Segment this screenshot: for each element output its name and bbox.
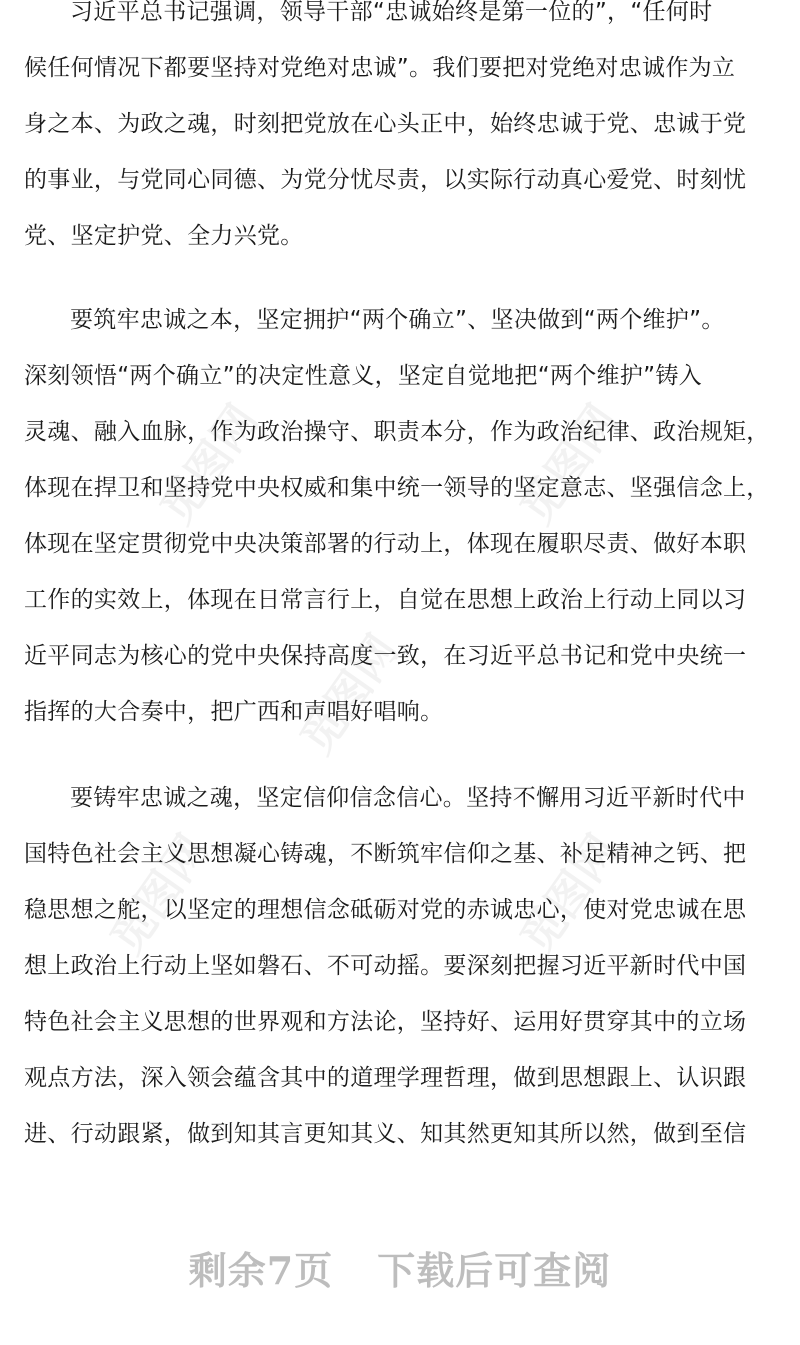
text-line: 的事业，与党同心同德、为党分忧尽责，以实际行动真心爱党、时刻忧 <box>24 167 747 193</box>
watermark: 觅图网 <box>100 825 219 964</box>
watermark: 觅图网 <box>510 395 629 534</box>
text-line: 稳思想之舵，以坚定的理想信念砥砺对党的赤诚忠心，使对党忠诚在思 <box>24 897 747 923</box>
text-line: 深刻领悟“两个确立”的决定性意义，坚定自觉地把“两个维护”铸入 <box>24 363 702 389</box>
text-line: 灵魂、融入血脉，作为政治操守、职责本分，作为政治纪律、政治规矩， <box>24 419 770 445</box>
text-line: 党、坚定护党、全力兴党。 <box>24 223 304 249</box>
text-line: 观点方法，深入领会蕴含其中的道理学理哲理，做到思想跟上、认识跟 <box>24 1065 747 1091</box>
text-line: 要筑牢忠诚之本，坚定拥护“两个确立”、坚决做到“两个维护”。 <box>70 307 725 333</box>
text-line: 习近平总书记强调，领导干部“忠诚始终是第一位的”，“任何时 <box>70 0 713 25</box>
download-prompt[interactable] <box>0 1240 800 1295</box>
text-line: 想上政治上行动上坚如磐石、不可动摇。要深刻把握习近平新时代中国 <box>24 953 747 979</box>
download-to-view-label: 下载后可查阅 <box>377 1248 612 1293</box>
text-line: 体现在坚定贯彻党中央决策部署的行动上，体现在履职尽责、做好本职 <box>24 531 747 557</box>
text-line: 候任何情况下都要坚持对党绝对忠诚”。我们要把对党绝对忠诚作为立 <box>24 55 736 81</box>
text-line: 特色社会主义思想的世界观和方法论，坚持好、运用好贯穿其中的立场 <box>24 1009 747 1035</box>
watermark: 觅图网 <box>150 395 269 534</box>
text-line: 身之本、为政之魂，时刻把党放在心头正中，始终忠诚于党、忠诚于党 <box>24 111 747 137</box>
remaining-pages-label: 剩余7页 <box>188 1248 334 1293</box>
text-line: 进、行动跟紧，做到知其言更知其义、知其然更知其所以然，做到至信 <box>24 1121 747 1147</box>
text-line: 体现在捍卫和坚持党中央权威和集中统一领导的坚定意志、坚强信念上， <box>24 475 770 501</box>
text-line: 国特色社会主义思想凝心铸魂，不断筑牢信仰之基、补足精神之钙、把 <box>24 841 747 867</box>
text-line: 工作的实效上，体现在日常言行上，自觉在思想上政治上行动上同以习 <box>24 587 747 613</box>
watermark: 觅图网 <box>510 825 629 964</box>
text-line: 近平同志为核心的党中央保持高度一致，在习近平总书记和党中央统一 <box>24 643 747 669</box>
text-line: 指挥的大合奏中，把广西和声唱好唱响。 <box>24 699 444 725</box>
text-line: 要铸牢忠诚之魂，坚定信仰信念信心。坚持不懈用习近平新时代中 <box>70 785 746 811</box>
watermark: 觅图网 <box>290 625 409 764</box>
